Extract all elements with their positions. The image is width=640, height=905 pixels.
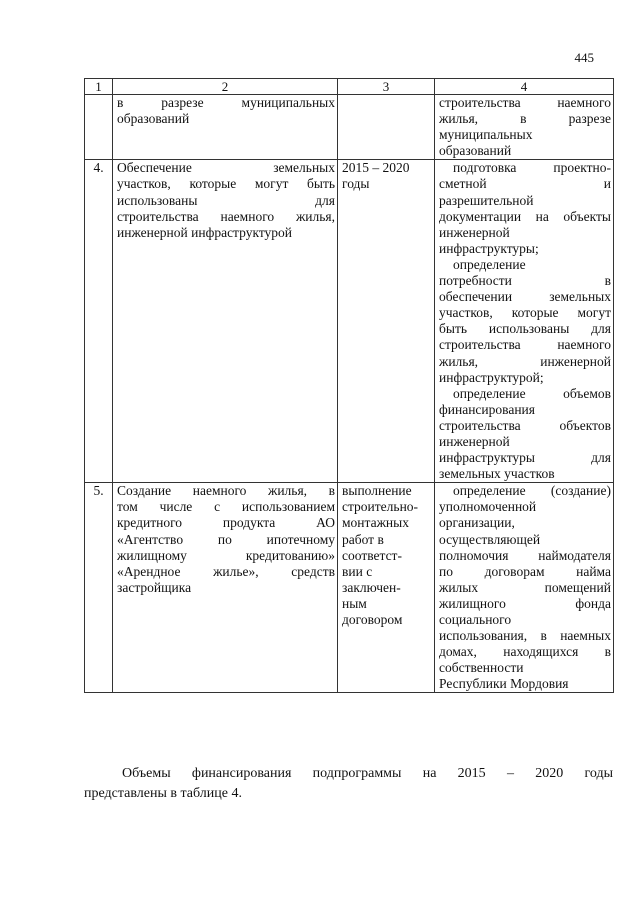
header-col-3: 3: [338, 79, 435, 95]
text-line: участков, которые могут: [439, 305, 611, 321]
text-line: договором: [342, 612, 403, 627]
text-line: организации,: [439, 515, 515, 531]
text-line: образований: [439, 143, 512, 159]
text-line: разрешительной: [439, 192, 534, 208]
text-line: кредитного продукта АО: [117, 515, 335, 531]
result-cell: [435, 483, 614, 693]
text-line: земельных участков: [439, 466, 555, 482]
text-line: заключен-: [342, 579, 401, 595]
text-line: жилых помещений: [439, 579, 611, 595]
header-col-1: 1: [85, 79, 113, 95]
text-line: соответст-: [342, 547, 402, 563]
text-line: инженерной: [439, 433, 510, 449]
text-line: использованы для: [117, 192, 335, 208]
text-line: определение объемов: [453, 385, 611, 401]
text-line: потребности в: [439, 273, 611, 289]
row-number-cell: 5.: [85, 483, 113, 693]
text-line: сметной и: [439, 176, 611, 192]
text-line: «Арендное жилье», средств: [117, 563, 335, 579]
text-line: Республики Мордовия: [439, 676, 569, 692]
text-line: инфраструктуры для: [439, 450, 611, 466]
text-line: Создание наемного жилья, в: [117, 483, 335, 499]
table-row-5: [85, 483, 614, 693]
text-line: жилищному кредитованию»: [117, 547, 335, 563]
text-line: строительства объектов: [439, 417, 611, 433]
text-line: строительства наемного: [439, 337, 611, 353]
text-line: использования, в наемных: [439, 628, 611, 644]
text-line: монтажных: [342, 515, 409, 531]
program-table: [84, 78, 614, 693]
text-line: финансирования: [439, 401, 535, 417]
table-row-4: [85, 160, 614, 483]
text-line: быть использованы для: [439, 321, 611, 337]
text-line: уполномоченной: [439, 499, 537, 515]
text-line: обеспечении земельных: [439, 289, 611, 305]
result-cell: [435, 160, 614, 483]
text-line: участков, которые могут быть: [117, 176, 335, 192]
text-line: инженерной: [439, 224, 510, 240]
text-line: годы: [342, 176, 370, 192]
text-line: полномочия наймодателя: [439, 547, 611, 563]
period-cell: [338, 483, 435, 693]
activity-cell: [113, 483, 338, 693]
row-number-cell: [85, 95, 113, 160]
result-cell: [435, 95, 614, 160]
text-line: собственности: [439, 660, 524, 676]
text-line: вии с: [342, 563, 373, 579]
paragraph-line: Объемы финансирования подпрограммы на 2015 – 2020 годы: [122, 766, 613, 781]
text-line: ным: [342, 595, 367, 611]
text-line: жилищного фонда: [439, 595, 611, 611]
text-line: строительства наемного жилья,: [117, 208, 335, 224]
row-number-cell: 4.: [85, 160, 113, 483]
text-line: в разрезе муниципальных: [117, 95, 335, 110]
text-line: образований: [117, 111, 190, 127]
text-line: определение (создание): [453, 483, 611, 499]
text-line: Обеспечение земельных: [117, 160, 335, 176]
text-line: подготовка проектно-: [453, 160, 611, 176]
text-line: осуществляющей: [439, 531, 541, 547]
text-line: жилья, инженерной: [439, 353, 611, 369]
text-line: «Агентство по ипотечному: [117, 531, 335, 547]
text-line: выполнение: [342, 483, 412, 499]
table-header-row: [85, 79, 614, 95]
activity-cell: [113, 95, 338, 160]
activity-cell: [113, 160, 338, 483]
period-cell: [338, 95, 435, 160]
text-line: определение: [453, 256, 526, 272]
text-line: документации на объекты: [439, 208, 611, 224]
text-line: инфраструктуры;: [439, 240, 539, 256]
text-line: муниципальных: [439, 127, 533, 143]
header-col-2: 2: [113, 79, 338, 95]
text-line: работ в: [342, 531, 384, 547]
page-number: 445: [574, 50, 594, 65]
text-line: по договорам найма: [439, 563, 611, 579]
text-line: том числе с использованием: [117, 499, 335, 515]
paragraph-line: представлены в таблице 4.: [84, 786, 242, 801]
header-col-4: 4: [435, 79, 614, 95]
text-line: строительно-: [342, 499, 419, 515]
text-line: жилья, в разрезе: [439, 111, 611, 127]
text-line: строительства наемного: [439, 95, 611, 110]
text-line: социального: [439, 612, 512, 627]
text-line: инфраструктурой;: [439, 369, 544, 385]
text-line: домах, находящихся в: [439, 644, 611, 660]
period-cell: [338, 160, 435, 483]
body-paragraph: [84, 764, 613, 804]
text-line: застройщика: [117, 579, 192, 595]
text-line: инженерной инфраструктурой: [117, 224, 293, 240]
text-line: 2015 – 2020: [342, 160, 410, 176]
table-row-continuation: [85, 95, 614, 160]
